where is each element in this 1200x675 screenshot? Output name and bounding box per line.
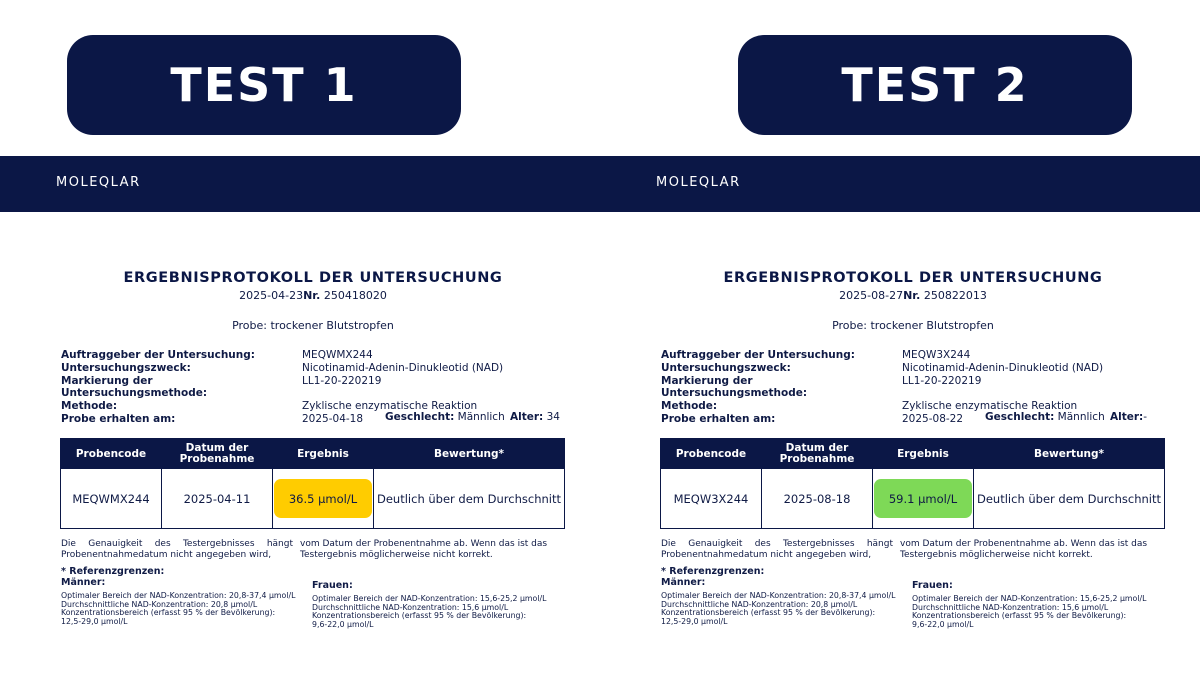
age-value: 34	[546, 411, 560, 423]
header-sample-date: Datum der Probenahme	[779, 442, 855, 465]
ref-line: Optimaler Bereich der NAD-Konzentration: 15,6-25,2 µmol/L	[312, 593, 547, 603]
reference-title: * Referenzgrenzen:	[661, 566, 765, 577]
info-row	[61, 375, 503, 401]
women-title: Frauen:	[312, 580, 353, 591]
men-title: Männer:	[661, 577, 706, 588]
cell-sample-code: MEQW3X244	[673, 491, 749, 506]
ref-line: Durchschnittliche NAD-Konzentration: 20,8 µmol/L	[61, 599, 258, 609]
report-date-number	[658, 289, 1168, 302]
ref-line: Konzentrationsbereich (erfasst 95 % der Bevölkerung):	[661, 608, 876, 618]
cell-sample-date: 2025-04-11	[183, 491, 251, 506]
info-value: MEQW3X244	[902, 349, 971, 361]
ref-line: Optimaler Bereich der NAD-Konzentration: 20,8-37,4 µmol/L	[61, 590, 296, 600]
report-date-number	[58, 289, 568, 302]
age-label: Alter:	[510, 411, 544, 423]
ref-line: Durchschnittliche NAD-Konzentration: 15,6 µmol/L	[912, 602, 1109, 612]
reference-women	[912, 582, 1167, 630]
info-row	[661, 362, 1103, 375]
sex-value: Männlich	[457, 411, 505, 423]
report-test-1	[58, 268, 568, 668]
sex-value: Männlich	[1057, 411, 1105, 423]
report-nr: 250418020	[323, 289, 387, 302]
age-value: -	[1143, 411, 1148, 423]
report-test-2	[658, 268, 1168, 668]
results-table	[660, 438, 1165, 529]
ref-line: Optimaler Bereich der NAD-Konzentration: 15,6-25,2 µmol/L	[912, 593, 1147, 603]
ref-line: Durchschnittliche NAD-Konzentration: 15,6 µmol/L	[312, 602, 509, 612]
info-value: Nicotinamid-Adenin-Dinukleotid (NAD)	[302, 361, 504, 374]
info-row	[661, 375, 1103, 401]
header-result: Ergebnis	[297, 447, 349, 460]
report-nr-label: Nr.	[303, 289, 321, 302]
header-sample-code: Probencode	[675, 447, 747, 460]
info-row	[61, 362, 503, 375]
header-result: Ergebnis	[897, 447, 949, 460]
info-value: 2025-04-18	[302, 412, 364, 425]
info-label: Probe erhalten am:	[61, 412, 176, 425]
ref-line: Konzentrationsbereich (erfasst 95 % der Bevölkerung):	[312, 611, 527, 621]
info-label: Markierung der Untersuchungsmethode:	[661, 374, 808, 400]
women-title: Frauen:	[912, 580, 953, 591]
header-sample-date: Datum der Probenahme	[179, 442, 255, 465]
result-highlight: 36.5 µmol/L	[274, 479, 372, 518]
info-label: Untersuchungszweck:	[661, 361, 791, 374]
info-value: Zyklische enzymatische Reaktion	[902, 400, 1078, 413]
cell-rating: Deutlich über dem Durchschnitt	[377, 491, 561, 506]
ref-line: Konzentrationsbereich (erfasst 95 % der Bevölkerung):	[912, 611, 1127, 621]
test-2-badge: TEST 2	[738, 35, 1132, 135]
sex-label: Geschlecht:	[385, 411, 455, 423]
age-label: Alter:	[1110, 411, 1144, 423]
header-rating: Bewertung*	[1033, 447, 1105, 460]
info-label: Methode:	[61, 400, 118, 413]
ref-line: Durchschnittliche NAD-Konzentration: 20,8 µmol/L	[661, 599, 858, 609]
reference-title: * Referenzgrenzen:	[61, 566, 165, 577]
info-value: LL1-20-220219	[302, 374, 382, 387]
age-field	[1110, 411, 1147, 423]
brand-logo-2: MOLEQLAR	[656, 175, 741, 190]
age-field	[510, 411, 560, 423]
note-right: vom Datum der Probenentnahme ab. Wenn das ist das Testergebnis möglicherweise nicht korrekt.	[900, 539, 1148, 560]
note-right: vom Datum der Probenentnahme ab. Wenn das ist das Testergebnis möglicherweise nicht korrekt.	[300, 539, 548, 560]
report-date: 2025-08-27	[839, 289, 904, 302]
results-table	[60, 438, 565, 529]
result-highlight: 59.1 µmol/L	[874, 479, 972, 518]
info-row	[661, 349, 1103, 362]
header-rating: Bewertung*	[433, 447, 505, 460]
info-value: MEQWMX244	[302, 349, 373, 361]
reference-men	[661, 579, 911, 627]
ref-line: 9,6-22,0 µmol/L	[912, 620, 974, 630]
cell-rating: Deutlich über dem Durchschnitt	[977, 491, 1161, 506]
info-label: Probe erhalten am:	[661, 412, 776, 425]
info-value: Zyklische enzymatische Reaktion	[302, 400, 478, 413]
info-label: Auftraggeber der Untersuchung:	[661, 349, 855, 361]
ref-line: Optimaler Bereich der NAD-Konzentration: 20,8-37,4 µmol/L	[661, 590, 896, 600]
ref-line: Konzentrationsbereich (erfasst 95 % der Bevölkerung):	[61, 608, 276, 618]
sample-type: Probe: trockener Blutstropfen	[232, 319, 394, 332]
header-sample-code: Probencode	[75, 447, 147, 460]
sample-type: Probe: trockener Blutstropfen	[832, 319, 994, 332]
report-nr: 250822013	[923, 289, 987, 302]
brand-header-band	[0, 156, 1200, 212]
cell-sample-code: MEQWMX244	[72, 491, 150, 506]
ref-line: 9,6-22,0 µmol/L	[312, 620, 374, 630]
note-left: Die Genauigkeit des Testergebnisses hängt Probenentnahmedatum nicht angegeben wird,	[661, 539, 893, 560]
cell-result	[273, 469, 373, 528]
report-title: ERGEBNISPROTOKOLL DER UNTERSUCHUNG	[723, 270, 1103, 286]
info-label: Auftraggeber der Untersuchung:	[61, 349, 255, 361]
ref-line: 12,5-29,0 µmol/L	[661, 617, 728, 627]
cell-result	[873, 469, 973, 528]
ref-line: 12,5-29,0 µmol/L	[61, 617, 128, 627]
test-1-badge: TEST 1	[67, 35, 461, 135]
table-header	[661, 439, 1164, 469]
report-date: 2025-04-23	[239, 289, 304, 302]
brand-logo-1: MOLEQLAR	[56, 175, 141, 190]
reference-women	[312, 582, 567, 630]
sex-label: Geschlecht:	[985, 411, 1055, 423]
table-header	[61, 439, 564, 469]
men-title: Männer:	[61, 577, 106, 588]
sex-field	[385, 411, 505, 423]
report-nr-label: Nr.	[903, 289, 921, 302]
cell-sample-date: 2025-08-18	[783, 491, 851, 506]
info-label: Methode:	[661, 400, 718, 413]
reference-men	[61, 579, 311, 627]
sex-field	[985, 411, 1105, 423]
info-row	[61, 349, 503, 362]
info-value: LL1-20-220219	[902, 374, 982, 387]
note-left: Die Genauigkeit des Testergebnisses hängt Probenentnahmedatum nicht angegeben wird,	[61, 539, 293, 560]
info-value: Nicotinamid-Adenin-Dinukleotid (NAD)	[902, 361, 1104, 374]
info-value: 2025-08-22	[902, 412, 964, 425]
info-label: Markierung der Untersuchungsmethode:	[61, 374, 208, 400]
info-label: Untersuchungszweck:	[61, 361, 191, 374]
report-title: ERGEBNISPROTOKOLL DER UNTERSUCHUNG	[123, 270, 503, 286]
